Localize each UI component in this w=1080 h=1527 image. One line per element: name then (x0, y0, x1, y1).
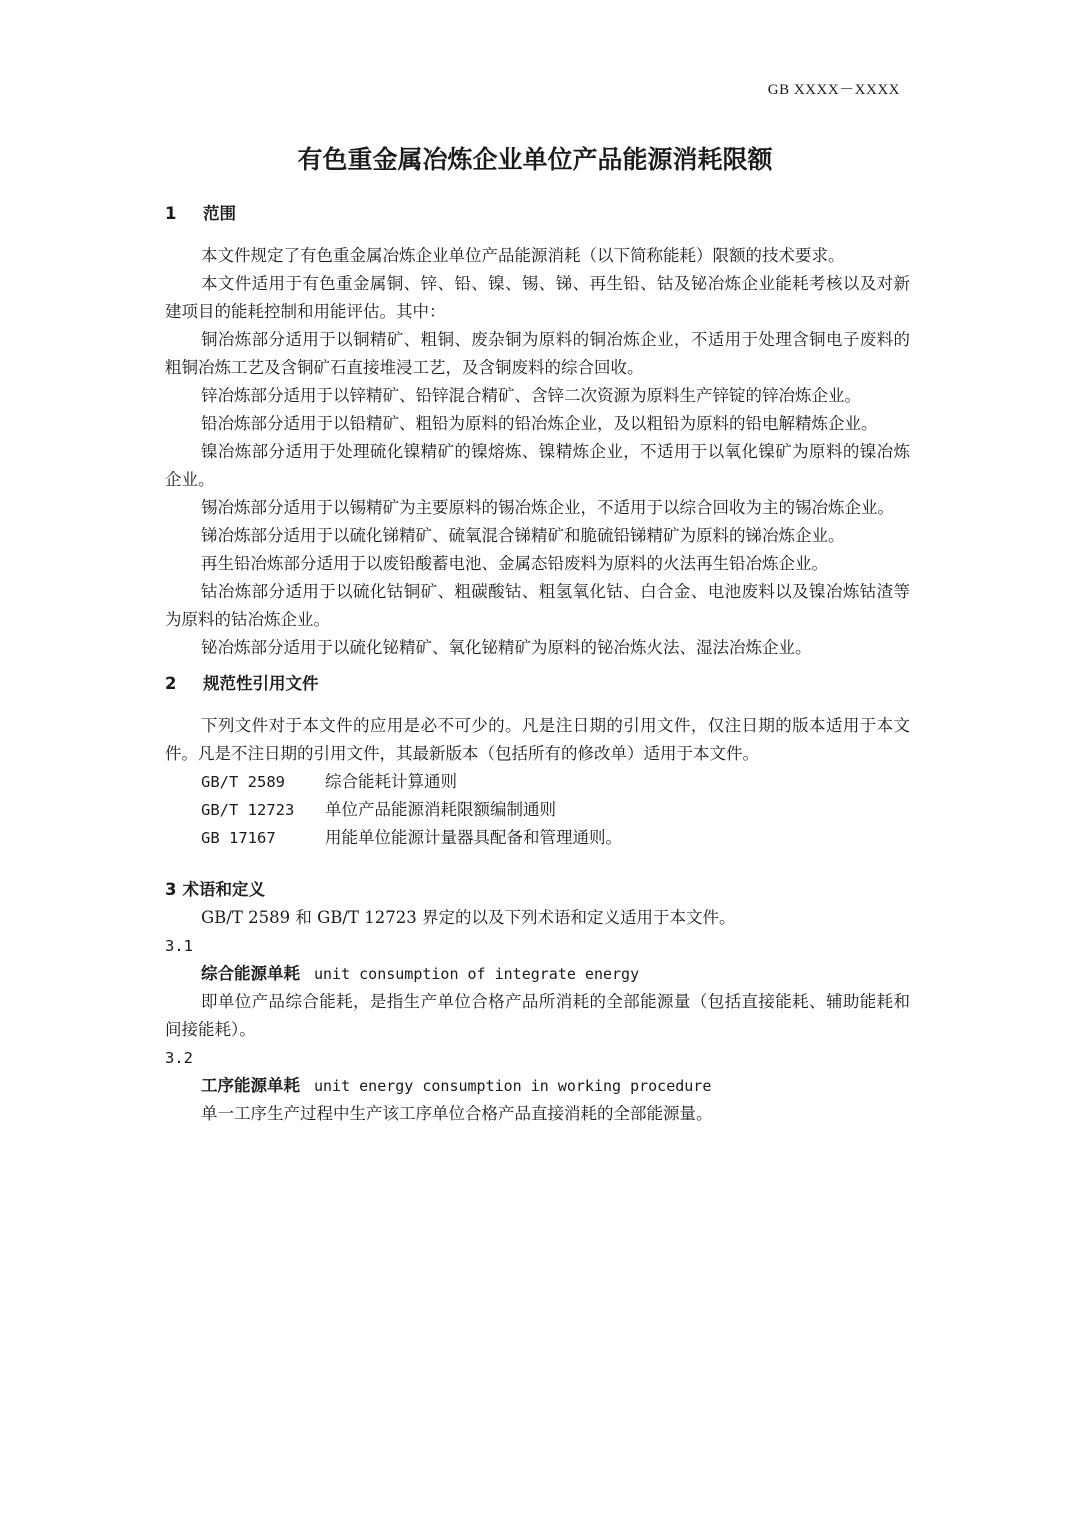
paragraph: 本文件规定了有色重金属冶炼企业单位产品能源消耗（以下简称能耗）限额的技术要求。 (201, 246, 845, 265)
paragraph: 锡冶炼部分适用于以锡精矿为主要原料的锡冶炼企业，不适用于以综合回收为主的锡冶炼企业。 (201, 498, 894, 517)
paragraph: 本文件适用于有色重金属铜、锌、铅、镍、锡、锑、再生铅、钴及铋冶炼企业能耗考核以及对新建项目的能耗控制和用能评估。其中： (165, 274, 910, 321)
reference-name: 用能单位能源计量器具配备和管理通则。 (325, 828, 622, 847)
reference-item (165, 768, 910, 796)
reference-code: GB/T 12723 (201, 801, 295, 819)
section-number: 2 (165, 674, 177, 693)
reference-item (165, 796, 910, 824)
paragraph: 再生铅冶炼部分适用于以废铅酸蓄电池、金属态铅废料为原料的火法再生铅冶炼企业。 (201, 554, 828, 573)
section-title: 术语和定义 (182, 880, 265, 899)
document-title: 有色重金属冶炼企业单位产品能源消耗限额 (297, 145, 773, 174)
section-1-heading (165, 200, 910, 228)
term-chinese: 工序能源单耗 (201, 1076, 300, 1095)
reference-code: GB/T 2589 (201, 773, 285, 791)
section-2-heading (165, 670, 910, 698)
standard-code: GB XXXX－XXXX (767, 82, 900, 98)
paragraph: 锌冶炼部分适用于以锌精矿、铅锌混合精矿、含锌二次资源为原料生产锌锭的锌冶炼企业。 (201, 386, 861, 405)
paragraph: 锑冶炼部分适用于以硫化锑精矿、硫氧混合锑精矿和脆硫铅锑精矿为原料的锑冶炼企业。 (201, 526, 845, 545)
paragraph: 铋冶炼部分适用于以硫化铋精矿、氧化铋精矿为原料的铋冶炼火法、湿法冶炼企业。 (201, 638, 812, 657)
term-chinese: 综合能源单耗 (201, 964, 300, 983)
paragraph: GB/T 2589 和 GB/T 12723 界定的以及下列术语和定义适用于本文件。 (201, 908, 736, 927)
section-number: 1 (165, 204, 177, 223)
term-english: unit energy consumption in working procedure (314, 1077, 712, 1095)
paragraph: 镍冶炼部分适用于处理硫化镍精矿的镍熔炼、镍精炼企业，不适用于以氧化镍矿为原料的镍冶炼企业。 (165, 442, 910, 489)
term-definition: 即单位产品综合能耗，是指生产单位合格产品所消耗的全部能源量（包括直接能耗、辅助能耗和间接能耗）。 (165, 992, 910, 1039)
paragraph: 铅冶炼部分适用于以铅精矿、粗铅为原料的铅冶炼企业，及以粗铅为原料的铅电解精炼企业。 (201, 414, 878, 433)
document-body (165, 200, 910, 1128)
reference-code: GB 17167 (201, 829, 276, 847)
section-title: 规范性引用文件 (203, 674, 319, 693)
section-title: 范围 (203, 204, 236, 223)
section-number: 3 (165, 880, 177, 899)
term-english: unit consumption of integrate energy (314, 965, 640, 983)
reference-name: 单位产品能源消耗限额编制通则 (325, 800, 556, 819)
paragraph: 下列文件对于本文件的应用是必不可少的。凡是注日期的引用文件，仅注日期的版本适用于本文件。凡是不注日期的引用文件，其最新版本（包括所有的修改单）适用于本文件。 (165, 716, 910, 763)
term-definition: 单一工序生产过程中生产该工序单位合格产品直接消耗的全部能源量。 (201, 1104, 713, 1123)
term-entry (165, 960, 910, 988)
term-number: 3.1 (165, 937, 193, 955)
term-entry (165, 1072, 910, 1100)
reference-name: 综合能耗计算通则 (325, 772, 457, 791)
section-3-heading (165, 876, 910, 904)
term-number: 3.2 (165, 1049, 193, 1067)
paragraph: 钴冶炼部分适用于以硫化钴铜矿、粗碳酸钴、粗氢氧化钴、白合金、电池废料以及镍冶炼钴渣等为原料的钴冶炼企业。 (165, 582, 910, 629)
reference-item (165, 824, 910, 852)
paragraph: 铜冶炼部分适用于以铜精矿、粗铜、废杂铜为原料的铜冶炼企业，不适用于处理含铜电子废料的粗铜冶炼工艺及含铜矿石直接堆浸工艺，及含铜废料的综合回收。 (165, 330, 910, 377)
